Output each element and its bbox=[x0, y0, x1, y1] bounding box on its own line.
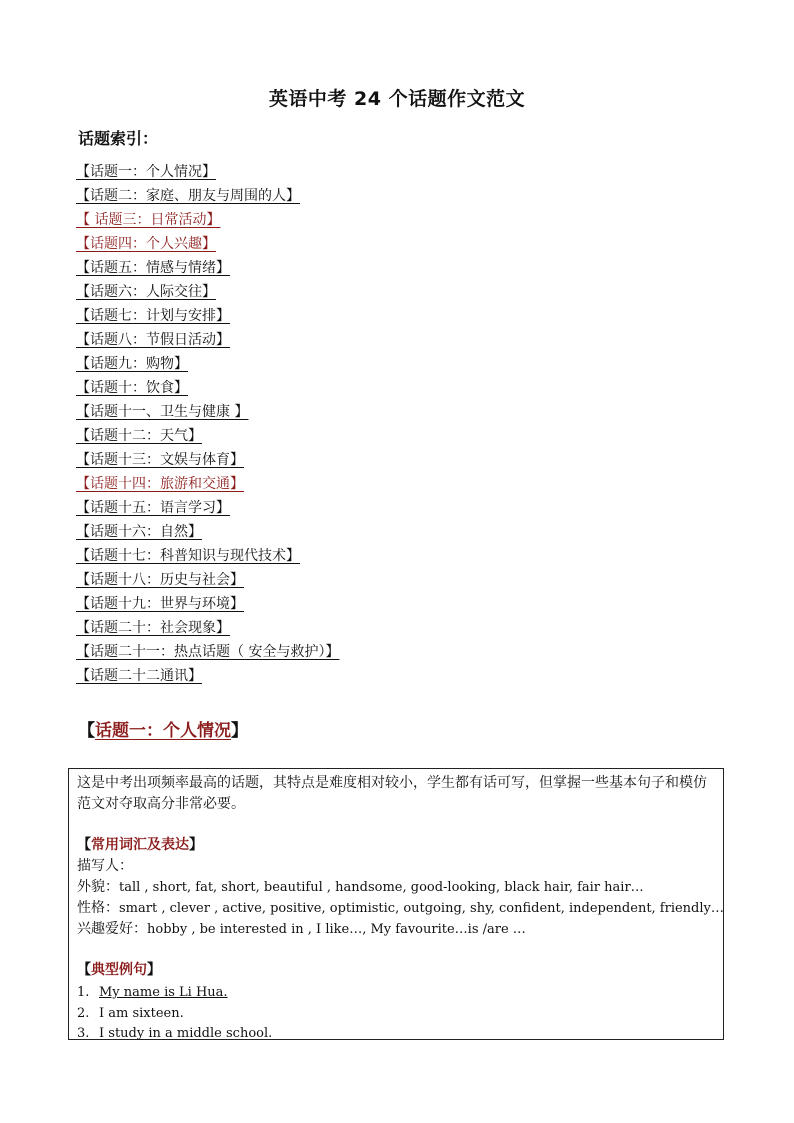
toc-item bbox=[76, 544, 339, 568]
topic-1-content-box bbox=[68, 768, 724, 1040]
list-item bbox=[77, 983, 715, 1004]
toc-link-topic-10[interactable]: 【话题十：饮食】 bbox=[76, 380, 188, 396]
describe-label: 描写人： bbox=[77, 858, 133, 874]
toc-link-topic-7[interactable]: 【话题七：计划与安排】 bbox=[76, 308, 230, 324]
toc-link-topic-3[interactable]: 【 话题三：日常活动】 bbox=[76, 212, 221, 228]
toc-item bbox=[76, 424, 339, 448]
topic-index-list bbox=[76, 160, 339, 688]
personality-text: smart , clever , active, positive, optimistic, outgoing, shy, confident, independent, friendly… bbox=[119, 901, 724, 916]
heading-open-bracket: 【 bbox=[78, 721, 95, 741]
toc-item bbox=[76, 448, 339, 472]
hobby-label: 兴趣爱好： bbox=[77, 921, 147, 937]
toc-link-topic-15[interactable]: 【话题十五：语言学习】 bbox=[76, 500, 230, 516]
personality-line bbox=[77, 898, 724, 919]
index-label: 话题索引： bbox=[78, 129, 159, 148]
toc-item bbox=[76, 496, 339, 520]
toc-link-topic-12[interactable]: 【话题十二：天气】 bbox=[76, 428, 202, 444]
describe-label-line bbox=[77, 856, 715, 877]
heading-text: 话题一：个人情况 bbox=[95, 721, 231, 741]
toc-link-topic-2[interactable]: 【话题二：家庭、朋友与周围的人】 bbox=[76, 188, 300, 204]
examples-heading-text: 典型例句 bbox=[91, 962, 147, 978]
toc-item bbox=[76, 328, 339, 352]
item-number: 2. bbox=[77, 1005, 90, 1021]
toc-link-topic-20[interactable]: 【话题二十：社会现象】 bbox=[76, 620, 230, 636]
toc-item bbox=[76, 520, 339, 544]
topic-intro: 这是中考出项频率最高的话题，其特点是难度相对较小，学生都有话可写，但掌握一些基本句子和模仿范文对夺取高分非常必要。 bbox=[77, 775, 707, 812]
document-title: 英语中考 24 个话题作文范文 bbox=[268, 88, 526, 110]
toc-link-topic-14[interactable]: 【话题十四：旅游和交通】 bbox=[76, 476, 244, 492]
toc-item bbox=[76, 256, 339, 280]
toc-link-topic-21[interactable]: 【话题二十一：热点话题（ 安全与救护）】 bbox=[76, 644, 340, 660]
bracket: 】 bbox=[147, 962, 161, 978]
toc-item bbox=[76, 616, 339, 640]
heading-close-bracket: 】 bbox=[231, 721, 248, 741]
toc-item bbox=[76, 472, 339, 496]
toc-link-topic-18[interactable]: 【话题十八：历史与社会】 bbox=[76, 572, 244, 588]
examples-heading bbox=[77, 959, 715, 981]
toc-link-topic-17[interactable]: 【话题十七：科普知识与现代技术】 bbox=[76, 548, 300, 564]
toc-item bbox=[76, 376, 339, 400]
toc-item bbox=[76, 664, 339, 688]
toc-link-topic-19[interactable]: 【话题十九：世界与环境】 bbox=[76, 596, 244, 612]
example-sentence: I am sixteen. bbox=[99, 1005, 184, 1021]
appearance-label: 外貌： bbox=[77, 879, 119, 895]
toc-link-topic-5[interactable]: 【话题五：情感与情绪】 bbox=[76, 260, 230, 276]
toc-link-topic-4[interactable]: 【话题四：个人兴趣】 bbox=[76, 236, 216, 252]
appearance-text: tall , short, fat, short, beautiful , handsome, good-looking, black hair, fair hair… bbox=[119, 880, 644, 895]
toc-item bbox=[76, 280, 339, 304]
toc-link-topic-1[interactable]: 【话题一：个人情况】 bbox=[76, 164, 216, 180]
toc-item bbox=[76, 304, 339, 328]
item-number: 1. bbox=[77, 985, 90, 1000]
toc-link-topic-16[interactable]: 【话题十六：自然】 bbox=[76, 524, 202, 540]
section-heading-topic-1 bbox=[78, 716, 248, 741]
item-number: 3. bbox=[77, 1026, 90, 1041]
toc-item bbox=[76, 232, 339, 256]
bracket: 【 bbox=[77, 962, 91, 978]
toc-link-topic-22[interactable]: 【话题二十二通讯】 bbox=[76, 668, 202, 684]
toc-item bbox=[76, 400, 339, 424]
hobby-text: hobby , be interested in , I like…, My favourite…is /are … bbox=[147, 922, 526, 937]
example-sentence-list bbox=[77, 983, 715, 1045]
toc-item bbox=[76, 352, 339, 376]
toc-item bbox=[76, 184, 339, 208]
example-sentence: I study in a middle school. bbox=[99, 1026, 273, 1041]
toc-link-topic-8[interactable]: 【话题八：节假日活动】 bbox=[76, 332, 230, 348]
toc-item bbox=[76, 208, 339, 232]
bracket: 【 bbox=[77, 837, 91, 853]
toc-link-topic-11[interactable]: 【话题十一、卫生与健康 】 bbox=[76, 404, 249, 420]
toc-item bbox=[76, 160, 339, 184]
toc-link-topic-6[interactable]: 【话题六：人际交往】 bbox=[76, 284, 216, 300]
list-item bbox=[77, 1024, 715, 1045]
personality-label: 性格： bbox=[77, 900, 119, 916]
bracket: 】 bbox=[189, 837, 203, 853]
example-sentence: My name is Li Hua. bbox=[99, 985, 228, 1000]
vocab-heading bbox=[77, 834, 715, 856]
toc-item bbox=[76, 592, 339, 616]
toc-link-topic-13[interactable]: 【话题十三：文娱与体育】 bbox=[76, 452, 244, 468]
hobby-line bbox=[77, 919, 715, 940]
appearance-line bbox=[77, 877, 715, 898]
vocab-heading-text: 常用词汇及表达 bbox=[91, 837, 189, 853]
toc-link-topic-9[interactable]: 【话题九：购物】 bbox=[76, 356, 188, 372]
list-item bbox=[77, 1004, 715, 1025]
toc-item bbox=[76, 640, 339, 664]
toc-item bbox=[76, 568, 339, 592]
